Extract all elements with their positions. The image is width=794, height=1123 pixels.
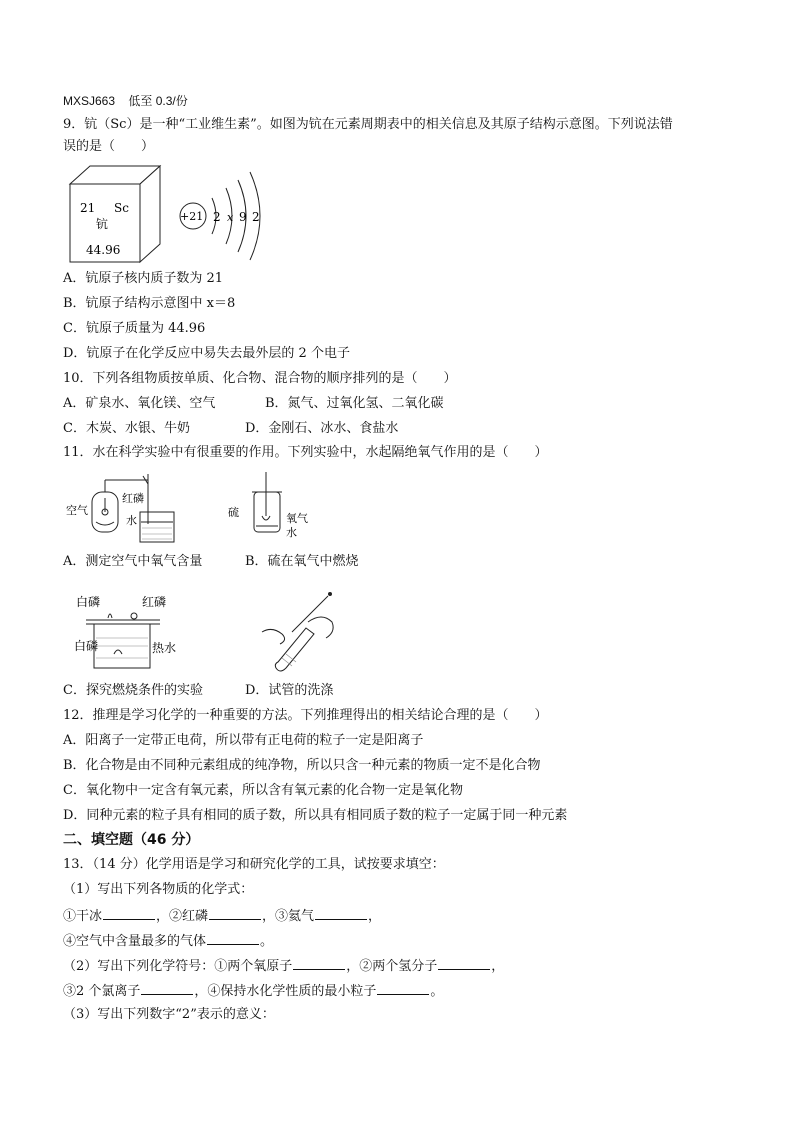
q11-option-a: A．测定空气中氧气含量 <box>63 554 203 569</box>
blank-two-chloride-ions[interactable] <box>141 981 193 995</box>
q9-stem-line2: 误的是（ ） <box>63 139 155 154</box>
blank-two-hydrogen-molecules[interactable] <box>438 956 490 970</box>
figb-water-label: 水 <box>286 526 297 539</box>
figa-air-label: 空气 <box>66 504 88 517</box>
q11-figure-b <box>226 472 326 548</box>
figc-redp-label: 红磷 <box>142 595 167 609</box>
q10-option-c: C．木炭、水银、牛奶 <box>63 421 190 436</box>
q9-option-b: B．钪原子结构示意图中 x＝8 <box>63 296 236 311</box>
element-number: 21 <box>80 201 96 215</box>
jar-apparatus-icon <box>252 472 282 532</box>
q13-p2-a: （2）写出下列化学符号：①两个氧原子 <box>63 959 293 974</box>
header-code: MXSJ663 <box>63 94 116 108</box>
q11-stem: 11．水在科学实验中有很重要的作用。下列实验中，水起隔绝氧气作用的是（ ） <box>63 445 548 460</box>
q13-part2-line1 <box>63 956 504 976</box>
test-tube-brush-icon <box>262 593 333 672</box>
q13-p1-d: ， <box>368 909 382 924</box>
q10-option-d: D．金刚石、冰水、食盐水 <box>245 421 399 436</box>
q13-p1-e: ④空气中含量最多的气体 <box>63 934 207 949</box>
q13-p2-e: ，④保持水化学性质的最小粒子 <box>194 984 377 999</box>
element-symbol: Sc <box>114 201 129 215</box>
element-mass: 44.96 <box>86 243 121 257</box>
atom-shell-4: 2 <box>252 210 260 224</box>
q13-stem: 13．（14 分）化学用语是学习和研究化学的工具，试按要求填空： <box>63 857 445 872</box>
atom-nucleus: +21 <box>180 210 204 223</box>
q9-option-d: D．钪原子在化学反应中易失去最外层的 2 个电子 <box>63 346 350 361</box>
header-price: 低至 0.3/份 <box>128 94 188 108</box>
section-title: 二、填空题（46 分） <box>63 832 200 848</box>
figb-sulfur-label: 硫 <box>228 506 239 519</box>
q12-option-d: D．同种元素的粒子具有相同的质子数，所以具有相同质子数的粒子一定属于同一种元素 <box>63 808 568 823</box>
blank-dry-ice[interactable] <box>103 906 155 920</box>
q13-p2-f: 。 <box>430 984 444 999</box>
q13-part1-line2 <box>63 931 273 951</box>
flask-apparatus-icon <box>92 474 174 542</box>
q10-stem: 10．下列各组物质按单质、化合物、混合物的顺序排列的是（ ） <box>63 371 457 386</box>
q13-part2-line2 <box>63 981 443 1001</box>
atom-shell-1: 2 <box>213 210 221 224</box>
q13-part3-title: （3）写出下列数字“2”表示的意义： <box>63 1007 275 1022</box>
page-header <box>63 92 188 110</box>
blank-helium[interactable] <box>315 906 367 920</box>
q13-p2-b: ，②两个氢分子 <box>346 959 438 974</box>
figc-hotwater-label: 热水 <box>152 641 177 655</box>
q9-stem-line1: 9．钪（Sc）是一种“工业维生素”。如图为钪在元素周期表中的相关信息及其原子结构示意图。下列说法错 <box>63 117 673 132</box>
q10-option-b: B．氮气、过氧化氢、二氧化碳 <box>265 396 444 411</box>
q9-option-c: C．钪原子质量为 44.96 <box>63 321 206 336</box>
q13-p1-c: ，③氦气 <box>262 909 315 924</box>
atom-shell-3: 9 <box>239 210 247 224</box>
blank-two-oxygen-atoms[interactable] <box>293 956 345 970</box>
q13-p1-b: ，②红磷 <box>156 909 209 924</box>
q11-option-c: C．探究燃烧条件的实验 <box>63 683 203 698</box>
q10-option-a: A．矿泉水、氧化镁、空气 <box>63 396 216 411</box>
figa-water-label: 水 <box>126 514 137 527</box>
figc-whitep-bottom-label: 白磷 <box>74 639 99 653</box>
element-name: 钪 <box>96 217 109 231</box>
q13-p1-f: 。 <box>260 934 274 949</box>
q11-figure-d <box>252 592 352 674</box>
figc-whitep-top-label: 白磷 <box>76 595 101 609</box>
blank-water-smallest-particle[interactable] <box>377 981 429 995</box>
q11-option-d: D．试管的洗涤 <box>245 683 334 698</box>
blank-most-abundant-gas[interactable] <box>207 931 259 945</box>
q12-stem: 12．推理是学习化学的一种重要的方法。下列推理得出的相关结论合理的是（ ） <box>63 708 548 723</box>
q11-option-b: B．硫在氧气中燃烧 <box>245 554 359 569</box>
q13-part1-title: （1）写出下列各物质的化学式： <box>63 882 254 897</box>
q13-p2-d: ③2 个氯离子 <box>63 984 141 999</box>
q12-option-b: B．化合物是由不同种元素组成的纯净物，所以只含一种元素的物质一定不是化合物 <box>63 758 541 773</box>
q9-figure <box>60 162 300 268</box>
atom-shell-2: x <box>227 211 234 224</box>
q11-figure-c <box>70 594 190 674</box>
figa-redp-label: 红磷 <box>122 492 144 505</box>
q12-option-c: C．氧化物中一定含有氧元素，所以含有氧元素的化合物一定是氧化物 <box>63 783 463 798</box>
q13-p2-c: ， <box>491 959 505 974</box>
q13-p1-a: ①干冰 <box>63 909 103 924</box>
q9-option-a: A．钪原子核内质子数为 21 <box>63 271 224 286</box>
q11-figure-a <box>62 472 192 548</box>
blank-red-phosphorus[interactable] <box>209 906 261 920</box>
q13-part1-line1 <box>63 906 381 926</box>
figb-oxygen-label: 氧气 <box>286 512 308 525</box>
q12-option-a: A．阳离子一定带正电荷，所以带有正电荷的粒子一定是阳离子 <box>63 733 424 748</box>
